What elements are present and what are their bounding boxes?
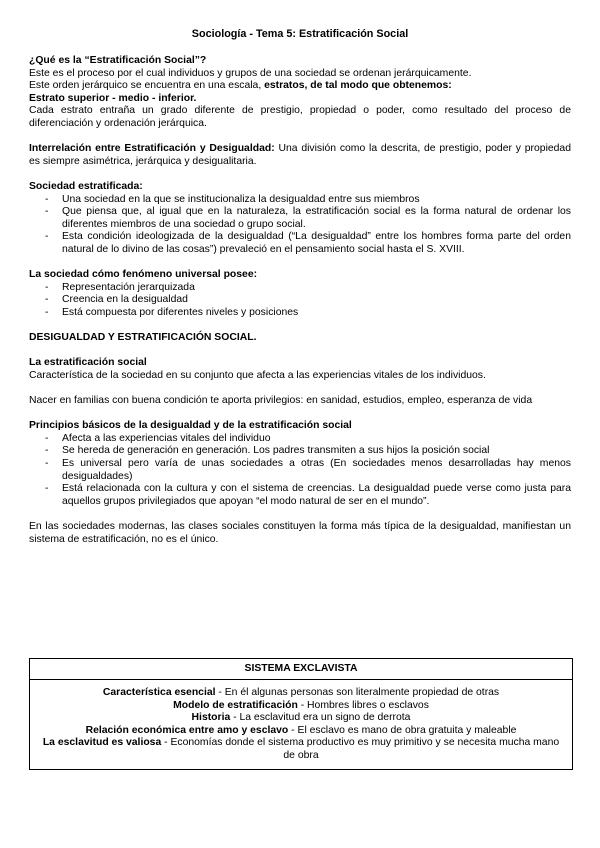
list-item: - Representación jerarquizada [62, 282, 571, 295]
box-row-label: La esclavitud es valiosa [42, 737, 162, 749]
box-row-text: - La esclavitud era un signo de derrota [230, 712, 411, 724]
intro-line-1: Este es el proceso por el cual individuos y grupos de una sociedad se ordenan jerárquicamente. [29, 67, 472, 79]
stratification-subheading: La estratificación social [29, 357, 147, 369]
box-body [30, 680, 572, 769]
principles-list [29, 433, 571, 509]
list-item: - Que piensa que, al igual que en la naturaleza, la estratificación social es la forma natural de ordenar los diferentes miembros de una sociedad o grupo social. [62, 206, 571, 231]
box-row-text: - En él algunas personas son literalmente propiedad de otras [215, 687, 500, 698]
list-item: - Está relacionada con la cultura y con el sistema de creencias. La desigualdad puede verse como justa para aquellos grupos privilegiados que apoyan “el modo natural de ser en el mundo”. [62, 483, 571, 508]
universal-heading: La sociedad cómo fenómeno universal posee: [29, 269, 258, 281]
box-row-label: Historia [191, 712, 231, 724]
box-row-label: Modelo de estratificación [173, 699, 298, 711]
interrelation-paragraph [29, 143, 571, 168]
stratified-heading: Sociedad estratificada: [29, 180, 143, 192]
list-item: - Creencia en la desigualdad [62, 294, 571, 307]
box-row-text: - El esclavo es mano de obra gratuita y maleable [288, 724, 517, 736]
principles-heading: Principios básicos de la desigualdad y de la estratificación social [29, 420, 352, 432]
box-row-text: - Economías donde el sistema productivo es muy primitivo y se necesita mucha mano de obra [161, 737, 560, 761]
box-row-label: Relación económica entre amo y esclavo [85, 724, 289, 736]
list-item: - Está compuesta por diferentes niveles y posiciones [62, 307, 571, 320]
list-item: - Una sociedad en la que se institucionaliza la desigualdad entre sus miembros [62, 194, 571, 207]
section-heading: DESIGUALDAD Y ESTRATIFICACIÓN SOCIAL. [29, 332, 257, 344]
stratified-list [29, 194, 571, 257]
strata-line: Estrato superior - medio - inferior. [29, 92, 197, 104]
list-item: - Es universal pero varía de unas sociedades a otras (En sociedades menos desarrolladas hay menos desigualdades) [62, 458, 571, 483]
stratification-text: Característica de la sociedad en su conjunto que afecta a las experiencias vitales de los individuos. [29, 369, 486, 381]
box-row [36, 725, 566, 738]
intro-line-2-text: Este orden jerárquico se encuentra en una escala, [29, 80, 265, 92]
list-item: - Esta condición ideologizada de la desigualdad (“La desigualdad” entre los hombres forma parte del orden natural de lo divino de las cosas”) prevaleció en el pensamiento social hasta el S. XVIII. [62, 231, 571, 256]
intro-heading: ¿Qué es la “Estratificación Social”? [29, 55, 207, 66]
box-title: SISTEMA EXCLAVISTA [30, 659, 572, 680]
intro-line-2 [29, 80, 571, 93]
intro-line-2-bold: estratos, de tal modo que obtenemos: [264, 80, 452, 92]
box-row [36, 712, 566, 725]
document-body [29, 55, 571, 546]
box-row [36, 700, 566, 713]
interrelation-label: Interrelación entre Estratificación y Desigualdad: [29, 143, 275, 155]
interrelation-text: Una división como la descrita, de prestigio, poder y propiedad es siempre asimétrica, jerárquica y desigualitaria. [29, 143, 571, 167]
document-title: Sociología - Tema 5: Estratificación Social [191, 28, 409, 40]
slavery-system-box [29, 658, 573, 770]
privileges-text: Nacer en familias con buena condición te aporta privilegios: en sanidad, estudios, empleo, esperanza de vida [29, 395, 533, 407]
box-row [36, 737, 566, 762]
intro-paragraph: Cada estrato entraña un grado diferente de prestigio, propiedad o poder, como resultado del proceso de diferenciación y ordenación jerárquica. [29, 105, 571, 129]
list-item: - Afecta a las experiencias vitales del individuo [62, 433, 571, 446]
box-row-label: Característica esencial [102, 687, 216, 698]
box-row-text: - Hombres libres o esclavos [297, 699, 429, 711]
box-row [36, 687, 566, 700]
list-item: - Se hereda de generación en generación. Los padres transmiten a sus hijos la posición social [62, 445, 571, 458]
modern-societies-paragraph: En las sociedades modernas, las clases sociales constituyen la forma más típica de la desigualdad, manifiestan un sistema de estratificación, no es el único. [29, 520, 571, 545]
universal-list [29, 282, 571, 320]
